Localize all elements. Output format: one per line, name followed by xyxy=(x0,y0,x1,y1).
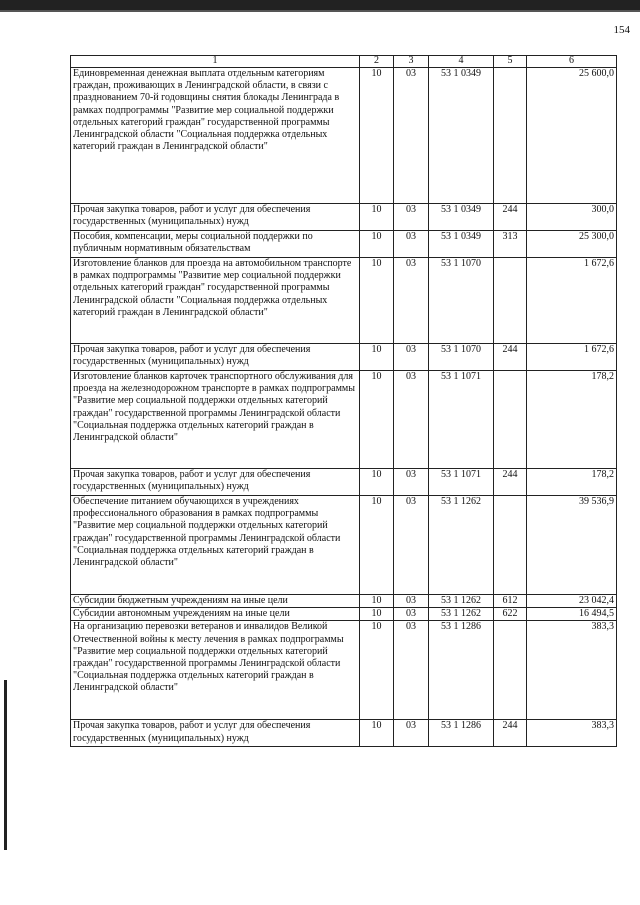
row-amount: 178,2 xyxy=(527,371,617,469)
scan-top-edge xyxy=(0,0,640,12)
row-subsection: 03 xyxy=(394,231,429,258)
row-section: 10 xyxy=(360,371,394,469)
row-amount: 39 536,9 xyxy=(527,496,617,595)
row-amount: 383,3 xyxy=(527,621,617,720)
row-subsection: 03 xyxy=(394,371,429,469)
row-target-code: 53 1 0349 xyxy=(429,231,494,258)
row-section: 10 xyxy=(360,204,394,231)
table-row xyxy=(71,608,617,621)
row-target-code: 53 1 1286 xyxy=(429,621,494,720)
row-section: 10 xyxy=(360,469,394,496)
table-row xyxy=(71,68,617,204)
row-target-code: 53 1 1070 xyxy=(429,258,494,344)
row-name: Прочая закупка товаров, работ и услуг для обеспечения государственных (муниципальных) нужд xyxy=(71,344,360,371)
row-name: Прочая закупка товаров, работ и услуг для обеспечения государственных (муниципальных) нужд xyxy=(71,469,360,496)
row-section: 10 xyxy=(360,68,394,204)
row-section: 10 xyxy=(360,496,394,595)
row-subsection: 03 xyxy=(394,720,429,747)
row-amount: 25 300,0 xyxy=(527,231,617,258)
row-name: Субсидии бюджетным учреждениям на иные цели xyxy=(71,595,360,608)
row-subsection: 03 xyxy=(394,496,429,595)
table-header-row xyxy=(71,56,617,68)
row-amount: 178,2 xyxy=(527,469,617,496)
row-expense-type xyxy=(494,68,527,204)
row-target-code: 53 1 1071 xyxy=(429,371,494,469)
table-row xyxy=(71,720,617,747)
row-target-code: 53 1 1070 xyxy=(429,344,494,371)
row-name: Единовременная денежная выплата отдельным категориям граждан, проживающих в Ленинградской области, в связи с празднованием 70-й годовщины снятия блокады Ленинграда в рамках подпрограммы "Развитие мер социальной поддержки отдельных категорий граждан" государственной программы Ленинградской области "Социальная поддержка отдельных категорий граждан в Ленинградской области" xyxy=(71,68,360,204)
row-expense-type: 244 xyxy=(494,344,527,371)
row-target-code: 53 1 1286 xyxy=(429,720,494,747)
row-expense-type xyxy=(494,371,527,469)
row-subsection: 03 xyxy=(394,621,429,720)
table-row xyxy=(71,258,617,344)
row-subsection: 03 xyxy=(394,258,429,344)
table-row xyxy=(71,595,617,608)
budget-table xyxy=(70,55,617,747)
table-row xyxy=(71,621,617,720)
row-section: 10 xyxy=(360,608,394,621)
row-subsection: 03 xyxy=(394,204,429,231)
column-header: 1 xyxy=(71,56,360,68)
row-name: Пособия, компенсации, меры социальной поддержки по публичным нормативным обязательствам xyxy=(71,231,360,258)
row-expense-type xyxy=(494,496,527,595)
row-section: 10 xyxy=(360,258,394,344)
row-section: 10 xyxy=(360,344,394,371)
row-amount: 23 042,4 xyxy=(527,595,617,608)
row-name: Обеспечение питанием обучающихся в учреждениях профессионального образования в рамках подпрограммы "Развитие мер социальной поддержки отдельных категорий граждан" государственной программы Ленинградской области "Социальная поддержка отдельных категорий граждан в Ленинградской области" xyxy=(71,496,360,595)
row-subsection: 03 xyxy=(394,344,429,371)
row-target-code: 53 1 1071 xyxy=(429,469,494,496)
row-expense-type: 244 xyxy=(494,720,527,747)
row-section: 10 xyxy=(360,720,394,747)
row-name: Субсидии автономным учреждениям на иные цели xyxy=(71,608,360,621)
row-target-code: 53 1 1262 xyxy=(429,496,494,595)
row-name: Изготовление бланков карточек транспортного обслуживания для проезда на железнодорожном транспорте в рамках подпрограммы "Развитие мер социальной поддержки отдельных категорий граждан" государственной программы Ленинградской области "Социальная поддержка отдельных категорий граждан в Ленинградской области" xyxy=(71,371,360,469)
row-subsection: 03 xyxy=(394,469,429,496)
row-expense-type: 612 xyxy=(494,595,527,608)
row-section: 10 xyxy=(360,595,394,608)
table-row xyxy=(71,496,617,595)
table-row xyxy=(71,371,617,469)
row-amount: 16 494,5 xyxy=(527,608,617,621)
table-row xyxy=(71,231,617,258)
row-name: Прочая закупка товаров, работ и услуг для обеспечения государственных (муниципальных) нужд xyxy=(71,720,360,747)
page-number: 154 xyxy=(613,24,630,36)
row-target-code: 53 1 0349 xyxy=(429,68,494,204)
row-subsection: 03 xyxy=(394,608,429,621)
row-amount: 1 672,6 xyxy=(527,344,617,371)
table-row xyxy=(71,469,617,496)
row-expense-type xyxy=(494,258,527,344)
row-expense-type xyxy=(494,621,527,720)
row-name: Прочая закупка товаров, работ и услуг для обеспечения государственных (муниципальных) нужд xyxy=(71,204,360,231)
table-row xyxy=(71,204,617,231)
row-expense-type: 622 xyxy=(494,608,527,621)
row-target-code: 53 1 1262 xyxy=(429,595,494,608)
row-expense-type: 313 xyxy=(494,231,527,258)
column-header: 4 xyxy=(429,56,494,68)
column-header: 6 xyxy=(527,56,617,68)
row-amount: 383,3 xyxy=(527,720,617,747)
row-subsection: 03 xyxy=(394,68,429,204)
row-name: На организацию перевозки ветеранов и инвалидов Великой Отечественной войны к месту лечения в рамках подпрограммы "Развитие мер социальной поддержки отдельных категорий граждан" государственной программы Ленинградской области "Социальная поддержка отдельных категорий граждан в Ленинградской области" xyxy=(71,621,360,720)
row-expense-type: 244 xyxy=(494,469,527,496)
row-section: 10 xyxy=(360,621,394,720)
row-target-code: 53 1 1262 xyxy=(429,608,494,621)
row-expense-type: 244 xyxy=(494,204,527,231)
row-subsection: 03 xyxy=(394,595,429,608)
row-target-code: 53 1 0349 xyxy=(429,204,494,231)
row-name: Изготовление бланков для проезда на автомобильном транспорте в рамках подпрограммы "Развитие мер социальной поддержки отдельных категорий граждан" государственной программы Ленинградской области "Социальная поддержка отдельных категорий граждан в Ленинградской области" xyxy=(71,258,360,344)
table-row xyxy=(71,344,617,371)
column-header: 2 xyxy=(360,56,394,68)
column-header: 5 xyxy=(494,56,527,68)
column-header: 3 xyxy=(394,56,429,68)
scan-margin-mark xyxy=(4,680,7,850)
row-amount: 300,0 xyxy=(527,204,617,231)
row-section: 10 xyxy=(360,231,394,258)
row-amount: 25 600,0 xyxy=(527,68,617,204)
row-amount: 1 672,6 xyxy=(527,258,617,344)
